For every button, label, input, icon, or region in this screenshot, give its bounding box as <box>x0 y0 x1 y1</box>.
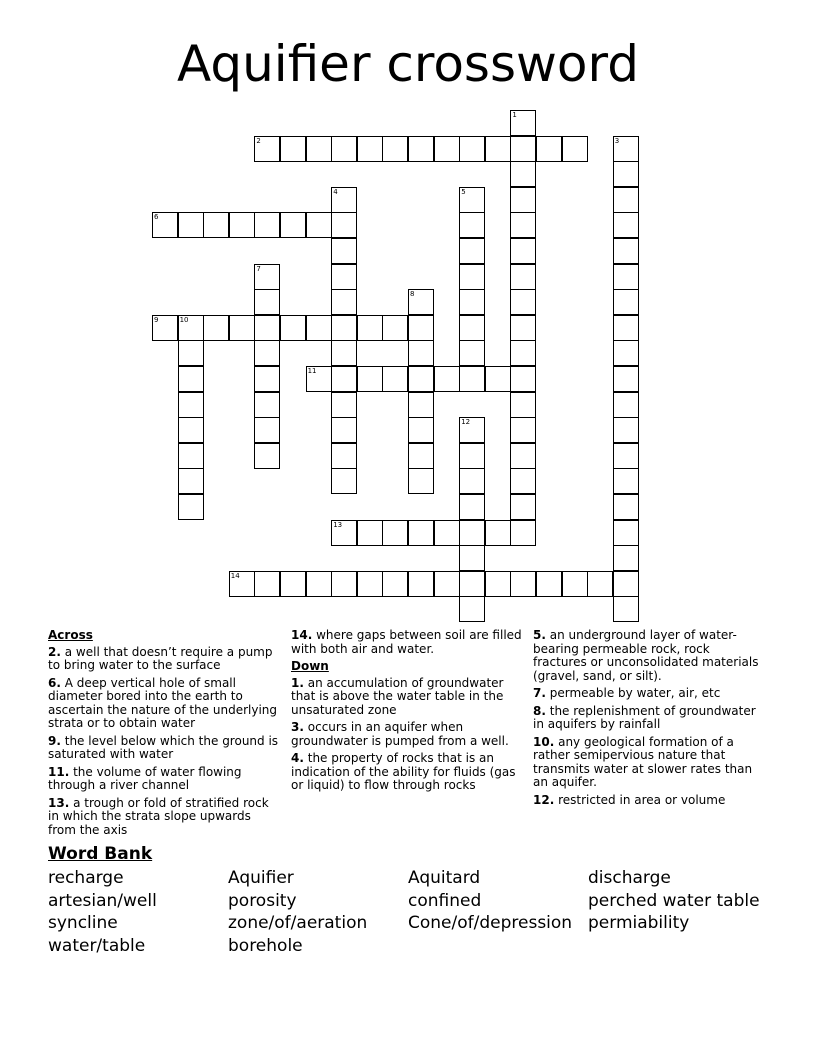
grid-cell[interactable] <box>254 571 280 597</box>
clue-across-2: 2. a well that doesn’t require a pump to bring water to the surface <box>48 644 273 672</box>
grid-cell[interactable] <box>613 238 639 264</box>
grid-cell[interactable] <box>613 520 639 546</box>
clue-column-2 <box>291 629 523 797</box>
clue-across-6: 6. A deep vertical hole of small diameter bored into the earth to ascertain the nature of the underlying strata or to obtain water <box>48 675 278 730</box>
grid-cell[interactable] <box>331 212 357 238</box>
grid-cell[interactable] <box>459 366 485 392</box>
word-bank-title: Word Bank <box>48 844 153 864</box>
clue-down-5: 5. an underground layer of water-bearing permeable rock, rock fractures or unconsolidated materials (gravel, sand, or silt). <box>533 628 759 683</box>
word-bank-item: borehole <box>228 936 303 957</box>
grid-cell[interactable] <box>613 212 639 238</box>
grid-cell[interactable] <box>357 520 383 546</box>
grid-cell[interactable] <box>254 315 280 341</box>
grid-cell[interactable] <box>408 136 434 162</box>
grid-cell[interactable] <box>331 571 357 597</box>
clue-number: 11 <box>307 367 317 375</box>
grid-cell[interactable] <box>510 289 536 315</box>
clue-column-1 <box>48 629 280 841</box>
grid-cell[interactable] <box>459 520 485 546</box>
grid-cell[interactable] <box>613 187 639 213</box>
grid-cell[interactable] <box>510 366 536 392</box>
grid-cell[interactable] <box>254 392 280 418</box>
grid-cell[interactable] <box>562 571 588 597</box>
clue-down-8: 8. the replenishment of groundwater in aquifers by rainfall <box>533 703 756 731</box>
word-bank-item: permiability <box>588 913 690 934</box>
word-bank-item: perched water table <box>588 890 760 911</box>
grid-cell[interactable] <box>229 212 255 238</box>
grid-cell[interactable] <box>613 289 639 315</box>
grid-cell[interactable] <box>254 264 280 290</box>
clue-number: 9 <box>154 315 159 324</box>
clue-down-12: 12. restricted in area or volume <box>533 792 726 807</box>
grid-cell[interactable] <box>254 366 280 392</box>
grid-cell[interactable] <box>613 468 639 494</box>
grid-cell[interactable] <box>178 315 204 341</box>
word-bank-item: recharge <box>48 868 124 888</box>
grid-cell[interactable] <box>254 136 280 162</box>
down-heading: Down <box>291 659 329 673</box>
clue-number: 14 <box>230 571 240 580</box>
grid-cell[interactable] <box>459 136 485 162</box>
clue-across-13: 13. a trough or fold of stratified rock in which the strata slope upwards from the axis <box>48 795 269 837</box>
grid-cell[interactable] <box>434 571 460 597</box>
clue-across-11: 11. the volume of water flowing through a river channel <box>48 764 242 792</box>
grid-cell[interactable] <box>408 340 434 366</box>
word-bank-item: water/table <box>48 936 146 957</box>
grid-cell[interactable] <box>331 264 357 290</box>
grid-cell[interactable] <box>510 110 536 136</box>
grid-cell[interactable] <box>306 366 332 392</box>
grid-cell[interactable] <box>280 212 306 238</box>
grid-cell[interactable] <box>485 366 511 392</box>
grid-cell[interactable] <box>331 520 357 546</box>
grid-cell[interactable] <box>510 571 536 597</box>
grid-cell[interactable] <box>331 468 357 494</box>
grid-cell[interactable] <box>408 520 434 546</box>
grid-cell[interactable] <box>382 571 408 597</box>
grid-cell[interactable] <box>357 571 383 597</box>
grid-cell[interactable] <box>459 468 485 494</box>
grid-cell[interactable] <box>613 315 639 341</box>
grid-cell[interactable] <box>408 366 434 392</box>
grid-cell[interactable] <box>229 315 255 341</box>
across-heading: Across <box>48 628 93 642</box>
grid-cell[interactable] <box>434 136 460 162</box>
grid-cell[interactable] <box>459 264 485 290</box>
grid-cell[interactable] <box>434 366 460 392</box>
grid-cell[interactable] <box>459 545 485 571</box>
grid-cell[interactable] <box>613 161 639 187</box>
grid-cell[interactable] <box>434 520 460 546</box>
grid-cell[interactable] <box>459 417 485 443</box>
grid-cell[interactable] <box>485 571 511 597</box>
grid-cell[interactable] <box>408 571 434 597</box>
grid-cell[interactable] <box>613 443 639 469</box>
clue-number: 6 <box>154 213 159 222</box>
grid-cell[interactable] <box>331 366 357 392</box>
clue-number: 3 <box>614 136 620 145</box>
grid-cell[interactable] <box>459 340 485 366</box>
grid-cell[interactable] <box>178 443 204 469</box>
grid-cell[interactable] <box>357 315 383 341</box>
grid-cell[interactable] <box>613 571 639 597</box>
grid-cell[interactable] <box>613 264 639 290</box>
clue-column-3 <box>533 629 765 811</box>
grid-cell[interactable] <box>459 443 485 469</box>
grid-cell[interactable] <box>306 571 332 597</box>
grid-cell[interactable] <box>408 443 434 469</box>
grid-cell[interactable] <box>459 571 485 597</box>
clue-down-1: 1. an accumulation of groundwater that is above the water table in the unsaturated zone <box>291 675 504 717</box>
grid-cell[interactable] <box>331 136 357 162</box>
grid-cell[interactable] <box>178 212 204 238</box>
grid-cell[interactable] <box>613 392 639 418</box>
grid-cell[interactable] <box>459 315 485 341</box>
grid-cell[interactable] <box>331 238 357 264</box>
clue-down-10: 10. any geological formation of a rather semipervious nature that transmits water at slower rates than an aquifer. <box>533 734 753 789</box>
grid-cell[interactable] <box>331 392 357 418</box>
grid-cell[interactable] <box>485 136 511 162</box>
grid-cell[interactable] <box>178 494 204 520</box>
clue-number: 12 <box>461 418 471 427</box>
grid-cell[interactable] <box>178 366 204 392</box>
grid-cell[interactable] <box>510 468 536 494</box>
grid-cell[interactable] <box>459 596 485 622</box>
grid-cell[interactable] <box>331 340 357 366</box>
clue-down-3: 3. occurs in an aquifer when groundwater is pumped from a well. <box>291 720 509 748</box>
clue-number: 1 <box>512 111 517 119</box>
grid-cell[interactable] <box>510 315 536 341</box>
grid-cell[interactable] <box>306 212 332 238</box>
grid-cell[interactable] <box>510 417 536 443</box>
grid-cell[interactable] <box>459 238 485 264</box>
word-bank-item: discharge <box>588 868 671 888</box>
grid-cell[interactable] <box>178 417 204 443</box>
grid-cell[interactable] <box>510 238 536 264</box>
grid-cell[interactable] <box>331 289 357 315</box>
grid-cell[interactable] <box>203 315 229 341</box>
grid-cell[interactable] <box>229 571 255 597</box>
clue-number: 8 <box>410 290 415 299</box>
grid-cell[interactable] <box>510 443 536 469</box>
grid-cell[interactable] <box>459 494 485 520</box>
grid-cell[interactable] <box>613 545 639 571</box>
grid-cell[interactable] <box>562 136 588 162</box>
grid-cell[interactable] <box>536 571 562 597</box>
grid-cell[interactable] <box>331 417 357 443</box>
grid-cell[interactable] <box>178 392 204 418</box>
grid-cell[interactable] <box>613 136 639 162</box>
grid-cell[interactable] <box>280 315 306 341</box>
grid-cell[interactable] <box>613 340 639 366</box>
word-bank-item: artesian/well <box>48 890 157 911</box>
clue-down-4: 4. the property of rocks that is an indication of the ability for fluids (gas or liquid) to flow through rocks <box>291 751 516 792</box>
grid-cell[interactable] <box>178 340 204 366</box>
grid-cell[interactable] <box>306 315 332 341</box>
grid-cell[interactable] <box>306 136 332 162</box>
clue-number: 5 <box>461 187 466 196</box>
grid-cell[interactable] <box>510 161 536 187</box>
grid-cell[interactable] <box>357 366 383 392</box>
grid-cell[interactable] <box>408 468 434 494</box>
grid-cell[interactable] <box>152 212 178 238</box>
grid-cell[interactable] <box>459 289 485 315</box>
grid-cell[interactable] <box>254 443 280 469</box>
grid-cell[interactable] <box>203 212 229 238</box>
grid-cell[interactable] <box>613 417 639 443</box>
grid-cell[interactable] <box>510 212 536 238</box>
grid-cell[interactable] <box>510 494 536 520</box>
grid-cell[interactable] <box>510 264 536 290</box>
word-bank-item: zone/of/aeration <box>228 913 368 934</box>
grid-cell[interactable] <box>382 136 408 162</box>
clue-down-7: 7. permeable by water, air, etc <box>533 686 721 700</box>
grid-cell[interactable] <box>280 571 306 597</box>
clue-number: 7 <box>256 264 261 273</box>
grid-cell[interactable] <box>331 443 357 469</box>
clue-across-9: 9. the level below which the ground is saturated with water <box>48 733 279 761</box>
grid-cell[interactable] <box>280 136 306 162</box>
grid-cell[interactable] <box>485 520 511 546</box>
grid-cell[interactable] <box>613 366 639 392</box>
grid-cell[interactable] <box>510 136 536 162</box>
word-bank-item: porosity <box>228 890 297 911</box>
grid-cell[interactable] <box>613 494 639 520</box>
word-bank-item: Cone/of/depression <box>408 913 573 934</box>
grid-cell[interactable] <box>587 571 613 597</box>
grid-cell[interactable] <box>254 212 280 238</box>
grid-cell[interactable] <box>331 315 357 341</box>
clue-across-14: 14. where gaps between soil are filled with both air and water. <box>291 628 522 656</box>
grid-cell[interactable] <box>510 392 536 418</box>
word-bank-item: Aquifier <box>228 868 294 888</box>
grid-cell[interactable] <box>254 417 280 443</box>
word-bank <box>48 867 788 958</box>
grid-cell[interactable] <box>382 315 408 341</box>
grid-cell[interactable] <box>459 187 485 213</box>
grid-cell[interactable] <box>254 289 280 315</box>
grid-cell[interactable] <box>254 340 280 366</box>
grid-cell[interactable] <box>331 187 357 213</box>
grid-cell[interactable] <box>382 366 408 392</box>
clue-number: 10 <box>179 315 189 324</box>
grid-cell[interactable] <box>357 136 383 162</box>
grid-cell[interactable] <box>382 520 408 546</box>
grid-cell[interactable] <box>408 315 434 341</box>
grid-cell[interactable] <box>152 315 178 341</box>
word-bank-item: syncline <box>48 913 118 934</box>
grid-cell[interactable] <box>510 187 536 213</box>
clue-number: 13 <box>333 520 343 529</box>
grid-cell[interactable] <box>408 289 434 315</box>
grid-cell[interactable] <box>536 136 562 162</box>
page-title: Aquifier crossword <box>177 35 639 93</box>
word-bank-item: confined <box>408 890 482 911</box>
grid-cell[interactable] <box>408 417 434 443</box>
clue-number: 2 <box>256 136 261 145</box>
grid-cell[interactable] <box>408 392 434 418</box>
grid-cell[interactable] <box>459 212 485 238</box>
grid-cell[interactable] <box>178 468 204 494</box>
clue-number: 4 <box>333 187 338 196</box>
grid-cell[interactable] <box>613 596 639 622</box>
word-bank-item: Aquitard <box>408 868 481 888</box>
grid-cell[interactable] <box>510 340 536 366</box>
grid-cell[interactable] <box>510 520 536 546</box>
